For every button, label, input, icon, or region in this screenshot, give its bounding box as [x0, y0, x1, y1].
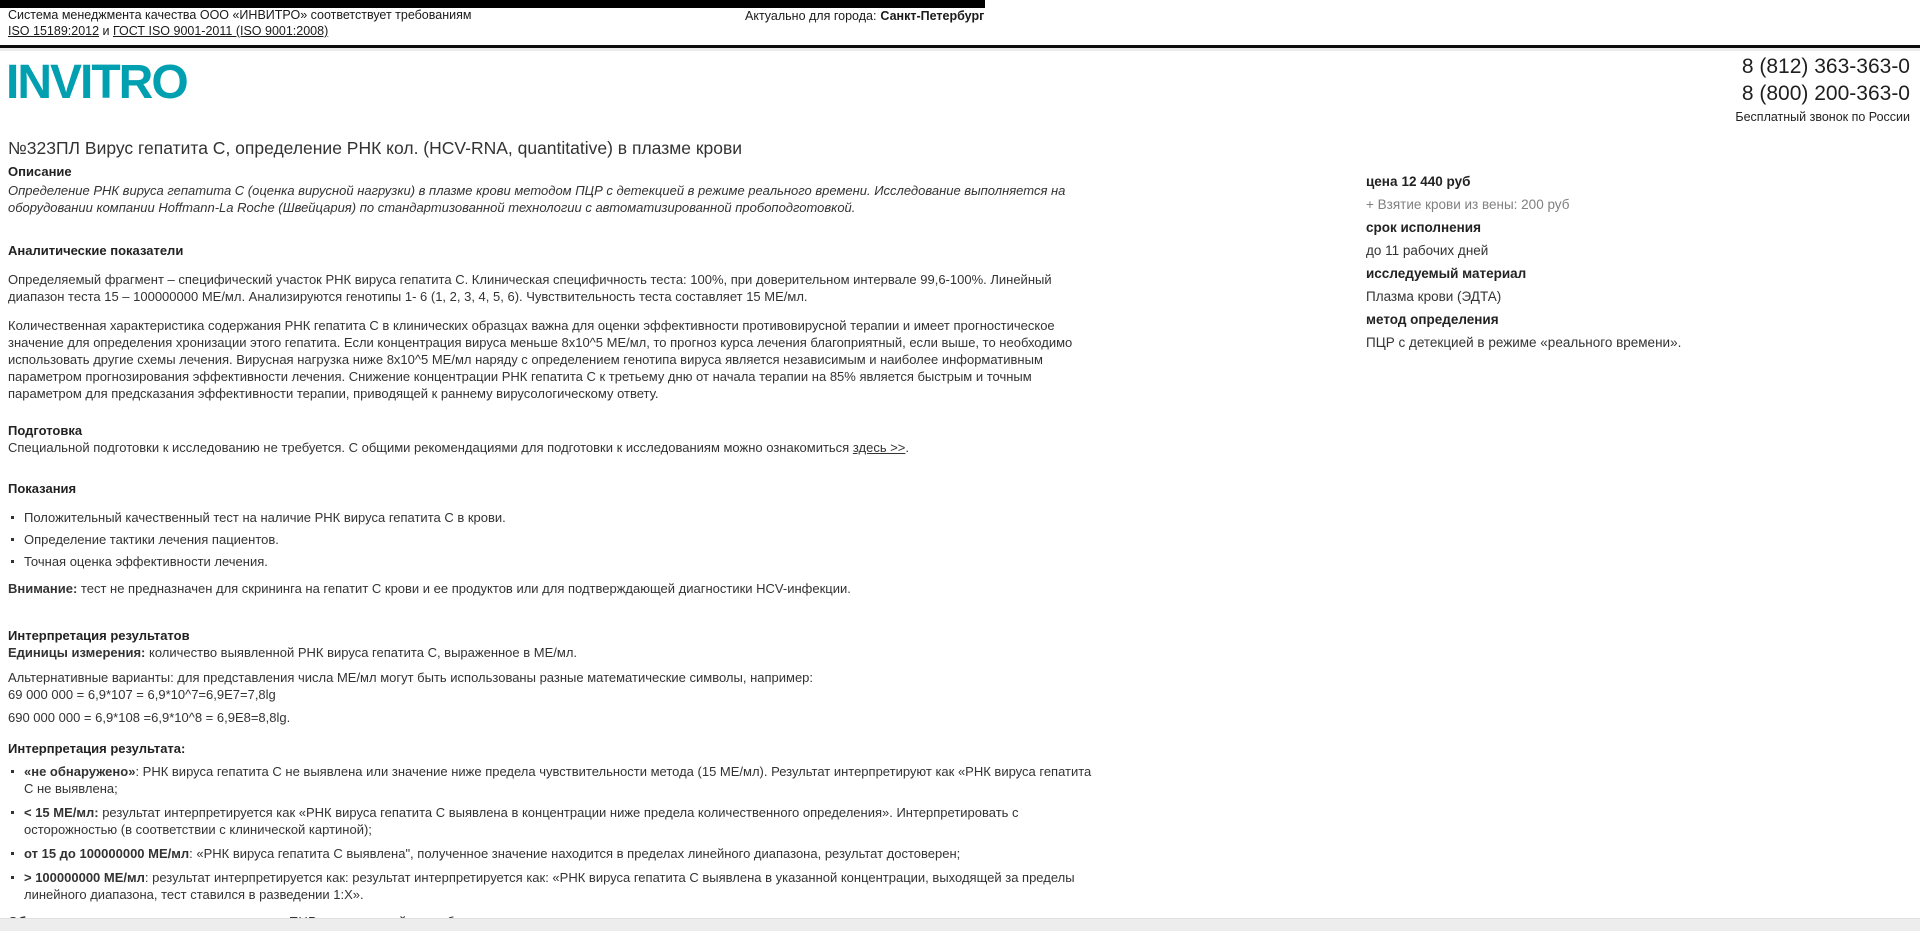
units-line	[8, 644, 1093, 661]
bullet-icon	[11, 560, 14, 563]
indication-text: Положительный качественный тест на наличие РНК вируса гепатита С в крови.	[24, 510, 506, 525]
preparation-here-link[interactable]: здесь >>	[852, 440, 906, 455]
phone-city: 8 (812) 363-363-0	[1741, 55, 1910, 78]
result-text: : результат интерпретируется как: результат интерпретируется как: «РНК вируса гепатита С выявлена в указанной концентрации, выходящей за пределы линейного диапазона, тест ставился в разведении 1:Х».	[24, 870, 1075, 902]
result-label: от 15 до 100000000 МЕ/мл	[24, 846, 190, 861]
list-item	[8, 804, 1093, 838]
invitro-logo[interactable]: INVITRO	[6, 56, 187, 109]
result-text: результат интерпретируется как «РНК вируса гепатита С выявлена в концентрации ниже предела количественного определения». Интерпретировать с осторожностью (в соответствии с клинической картиной);	[24, 805, 1019, 837]
list-item	[8, 869, 1093, 903]
preparation-text	[8, 439, 1093, 456]
price-label: цена	[1366, 174, 1398, 189]
page-title: №323ПЛ Вирус гепатита С, определение РНК кол. (HCV-RNA, quantitative) в плазме крови	[8, 138, 743, 158]
city-selector	[745, 9, 984, 23]
price-row	[1366, 173, 1806, 190]
indications-list	[8, 509, 1093, 570]
indications-warning	[8, 580, 1093, 597]
section-interpretation-heading: Интерпретация результатов	[8, 628, 190, 643]
list-item	[8, 763, 1093, 797]
result-interpretation-list	[8, 763, 1093, 903]
warning-text: тест не предназначен для скрининга на гепатит С крови и ее продуктов или для подтверждающей диагностики HCV-инфекции.	[77, 581, 851, 596]
test-description-column	[8, 137, 1093, 930]
units-text: количество выявленной РНК вируса гепатита С, выраженное в МЕ/мл.	[145, 645, 578, 660]
material-value: Плазма крови (ЭДТА)	[1366, 289, 1502, 304]
bullet-icon	[11, 876, 14, 879]
units-example-2: 690 000 000 = 6,9*108 =6,9*10^8 = 6,9E8=8,8lg.	[8, 710, 291, 725]
phone-federal: 8 (800) 200-363-0	[1741, 82, 1910, 105]
term-label: срок исполнения	[1366, 220, 1481, 235]
analytical-paragraph-1: Определяемый фрагмент – специфический участок РНК вируса гепатита С. Клиническая специфичность теста: 100%, при доверительном интервале 99,6-100%. Линейный диапазон теста 15 – 100000000 МЕ/мл. Анализируются генотипы 1- 6 (1, 2, 3, 4, 5, 6). Чувствительность теста составляет 15 МЕ/мл.	[8, 272, 1052, 304]
description-text: Определение РНК вируса гепатита С (оценка вирусной нагрузки) в плазме крови методом ПЦР с детекцией в режиме реального времени. Исследование выполняется на оборудовании компании Hoffmann-La Roche (Швейцария) по стандартизованной технологии с автоматизированной пробоподготовкой.	[8, 183, 1066, 215]
order-info-sidebar	[1366, 173, 1806, 357]
quality-statement	[8, 7, 471, 39]
iso-15189-link[interactable]: ISO 15189:2012	[8, 24, 100, 38]
city-value[interactable]: Санкт-Петербург	[880, 9, 985, 23]
bullet-icon	[11, 811, 14, 814]
result-label: < 15 МЕ/мл:	[24, 805, 99, 820]
term-value: до 11 рабочих дней	[1366, 243, 1489, 258]
warning-label: Внимание:	[8, 581, 78, 596]
section-analytical-heading: Аналитические показатели	[8, 243, 184, 258]
quality-text: Система менеджмента качества ООО «ИНВИТРО» соответствует требованиям	[8, 8, 472, 22]
section-description-heading: Описание	[8, 164, 72, 179]
result-text: : «РНК вируса гепатита С выявлена", полученное значение находится в пределах линейного диапазона, результат достоверен;	[189, 846, 961, 861]
list-item	[8, 553, 1093, 570]
bullet-icon	[11, 538, 14, 541]
method-value: ПЦР с детекцией в режиме «реального времени».	[1366, 335, 1682, 350]
city-label: Актуально для города:	[745, 9, 877, 23]
result-label: > 100000000 МЕ/мл	[24, 870, 145, 885]
result-label: «не обнаружено»	[24, 764, 136, 779]
indication-text: Определение тактики лечения пациентов.	[24, 532, 279, 547]
bullet-icon	[11, 516, 14, 519]
preparation-text-body: Специальной подготовки к исследованию не требуется. С общими рекомендациями для подготовки к исследованиям можно ознакомиться	[8, 440, 853, 455]
preparation-text-suffix: .	[905, 440, 910, 455]
method-label: метод определения	[1366, 312, 1499, 327]
section-result-interpretation-heading: Интерпретация результата:	[8, 741, 186, 756]
indication-text: Точная оценка эффективности лечения.	[24, 554, 268, 569]
phone-block	[1735, 53, 1910, 124]
list-item	[8, 509, 1093, 526]
blood-draw-fee: + Взятие крови из вены: 200 руб	[1366, 197, 1570, 212]
material-label: исследуемый материал	[1366, 266, 1527, 281]
content-area	[0, 137, 1920, 930]
iso-separator: и	[99, 24, 113, 38]
phone-note: Бесплатный звонок по России	[1735, 110, 1910, 124]
bullet-icon	[11, 770, 14, 773]
gost-iso-link[interactable]: ГОСТ ISO 9001-2011 (ISO 9001:2008)	[112, 24, 329, 38]
bullet-icon	[11, 852, 14, 855]
alternative-variants-text: Альтернативные варианты: для представления числа МЕ/мл могут быть использованы разные математические символы, например:	[8, 670, 814, 685]
analytical-paragraph-2: Количественная характеристика содержания РНК гепатита С в клинических образцах важна для оценки эффективности противовирусной терапии и имеет прогностическое значение для определения хронизации этого гепатита. Если концентрация вируса меньше 8x10^5 МЕ/мл, то прогноз курса лечения благоприятный, если выше, то необходимо использовать другие схемы лечения. Вирусная нагрузка ниже 8x10^5 МЕ/мл наряду с определением генотипа вируса является независимым и наиболее информативным параметром прогнозирования эффективности лечения. Снижение концентрации РНК гепатита С к третьему дню от начала терапии на 85% является быстрым и точным параметром для предсказания эффективности терапии, приводящей к раннему вирусологическому ответу.	[8, 318, 1073, 401]
result-text: : РНК вируса гепатита С не выявлена или значение ниже предела чувствительности метода (15 МЕ/мл). Результат интерпретируют как «РНК вируса гепатита С не выявлена;	[24, 764, 1092, 796]
list-item	[8, 845, 1093, 862]
bottom-scrollbar-strip[interactable]	[0, 918, 1920, 931]
units-example-1: 69 000 000 = 6,9*107 = 6,9*10^7=6,9E7=7,8lg	[8, 687, 276, 702]
section-indications-heading: Показания	[8, 481, 77, 496]
units-label: Единицы измерения:	[8, 645, 146, 660]
price-value: 12 440 руб	[1401, 174, 1471, 189]
list-item	[8, 531, 1093, 548]
site-header	[0, 51, 1920, 131]
topbar	[0, 0, 1920, 45]
section-preparation-heading: Подготовка	[8, 423, 83, 438]
